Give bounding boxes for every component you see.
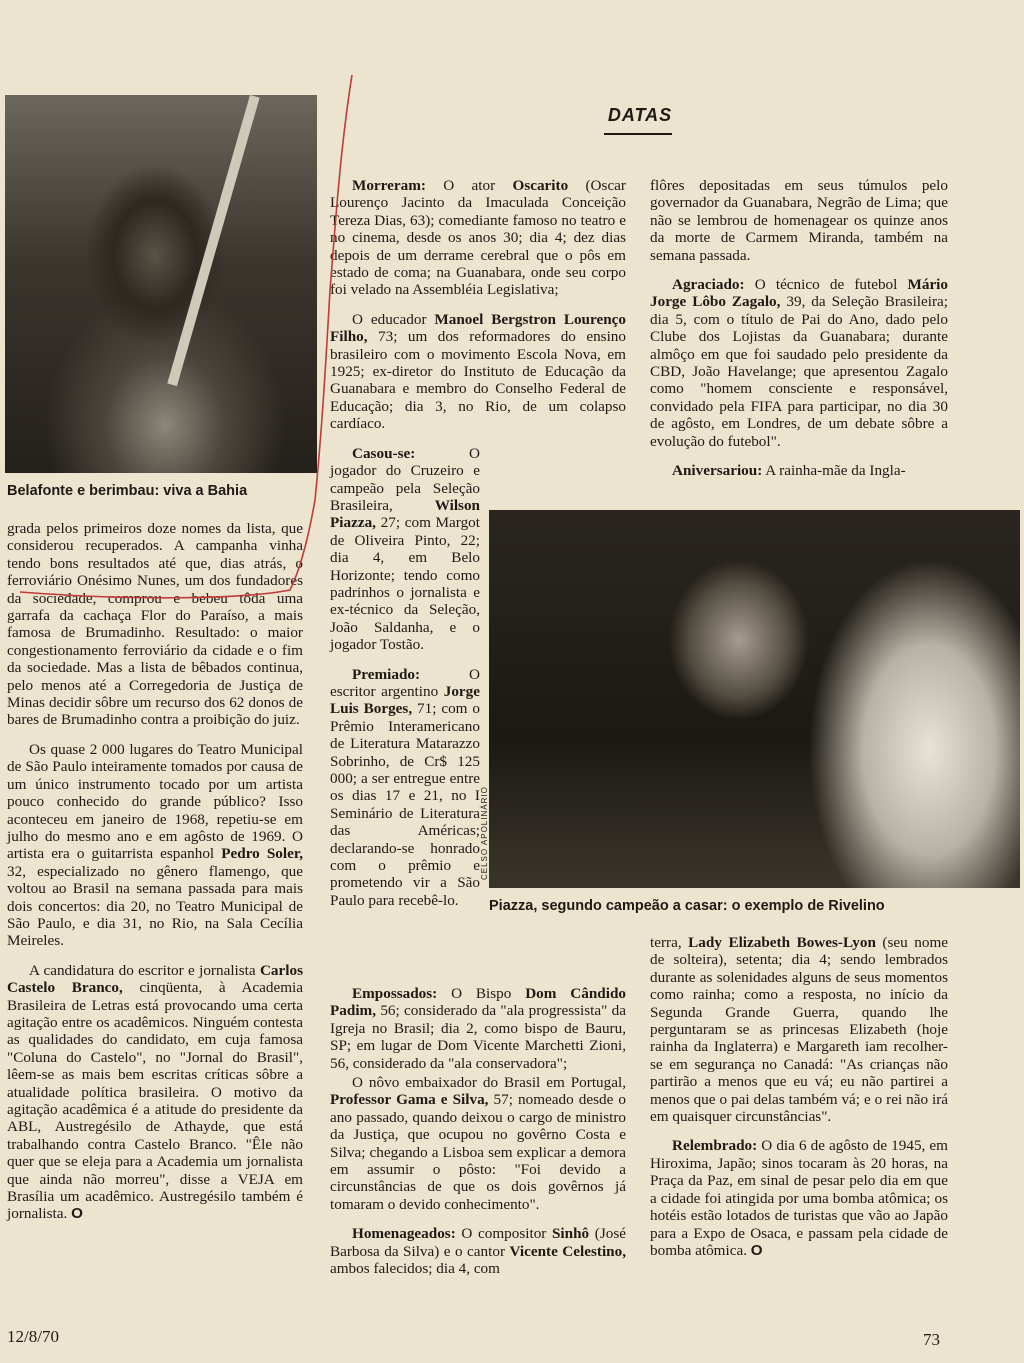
entry-premiado: Premiado: O escritor argentino Jorge Luis Borges, 71; com o Prêmio Interamericano de Literatura Matarazzo Sobrinho, de Cr$ 125 000; a ser entregue entre os dias 17 e 21, no I Seminário de Literatura das Américas; declarando-se honrado com o prêmio e prometendo vir a São Paulo para recebê-lo. — [330, 665, 480, 909]
person-name: Pedro Soler, — [221, 845, 303, 863]
left-paragraph-2: Os quase 2 000 lugares do Teatro Municipal de São Paulo inteiramente tomados por causa de um único instrumento tocado por um artista pouco conhecido do grande público? Isso aconteceu em janeiro de 1968, repetiu-se em julho do mesmo ano e em agôsto de 1969. O artista era o guitarrista espanhol Pedro Soler, 32, especializado no gênero flamengo, que voltou ao Brasil na semana passada para mais dois concertos: dia 20, no Teatro Municipal de São Paulo, e dia 31, no Rio, na Sala Cecília Meireles. — [7, 740, 303, 950]
section-title: DATAS — [607, 105, 673, 125]
end-mark: O — [71, 1205, 83, 1223]
entry-agraciado: Agraciado: O técnico de futebol Mário Jorge Lôbo Zagalo, 39, da Seleção Brasileira; dia 5, com o título de Pai do Ano, dado pelo Clube dos Lojistas da Guanabara; durante almôço em que foi saudado pelo presidente da CBD, João Havelange; que apresentou Zagalo como "homem consciente e responsável, convidado pela FIFA para participar, no dia 30 de agôsto, em Londres, de um debate sôbre a evolução do futebol". — [650, 276, 948, 450]
entry-aniversariou-continued: terra, Lady Elizabeth Bowes-Lyon (seu nome de solteira), setenta; dia 4; sendo lembrados durante as solenidades alguns de seus momentos como rainha; como a resposta, no início da Segunda Grande Guerra, quando lhe perguntaram se as princesas Elizabeth (hoje rainha da Inglaterra) e Margareth iam recolher-se em segurança no Canadá: "As crianças não partirão a menos que eu vá; eu não partirei a menos que o pai delas também vá; e o rei não irá em quaisquer circunstâncias". — [650, 934, 949, 1126]
end-mark: O — [750, 1241, 763, 1259]
left-paragraph-3: A candidatura do escritor e jornalista Carlos Castelo Branco, cinqüenta, à Academia Brasileira de Letras está provocando uma certa agitação entre os acadêmicos. Ninguém contesta as qualidades do candidato, em cuja famosa "Coluna do Castelo", no "Jornal do Brasil", lêem-se as mais bem escritas críticas sôbre a atualidade política brasileira. O motivo da agitação acadêmica é a atitude do presidente da ABL, Austregésilo de Athayde, que está trabalhando contra Castelo Branco. "Êle não quer que se eleja para a Academia um jornalista que ainda não morreu", disse a VEJA em Brasília um acadêmico. Austregésilo também é jornalista. O — [7, 961, 303, 1223]
entry-aniversariou: Aniversariou: A rainha-mãe da Ingla- — [672, 462, 906, 480]
entry-casou-se: Casou-se: O jogador do Cruzeiro e campeão pela Seleção Brasileira, Wilson Piazza, 27; com Margot de Oliveira Pinto, 22; dia 4, em Belo Horizonte; tendo como padrinhos o jornalista e ex-técnico da Seleção, João Saldanha, e o jogador Tostão. — [330, 444, 480, 654]
entry-flores: flôres depositadas em seus túmulos pelo governador da Guanabara, Negrão de Lima; que não se lembrou de homenagear os quinze anos da morte de Carmem Miranda, também na semana passada. — [650, 177, 948, 264]
entry-empossados: Empossados: O Bispo Dom Cândido Padim, 56; considerado da "ala progressista" da Igreja no Brasil; dia 2, como bispo de Bauru, SP; em lugar de Dom Vicente Marchetti Zioni, 56, considerado da "ala conservadora"; — [330, 985, 626, 1072]
wedding-photo-credit: CELSO APOLINÁRIO — [480, 786, 489, 880]
belafonte-photo-caption: Belafonte e berimbau: viva a Bahia — [7, 483, 248, 499]
left-paragraph-1: grada pelos primeiros doze nomes da lista, que considerou recuperados. A campanha vinha tendo bons resultados até que, dias atrás, o ferroviário Onésimo Nunes, um dos fundadores da sociedade, comprou e bebeu tôda uma garrafa da cachaça Flor do Paraíso, a mais famosa de Brumadinho. Resultado: o maior congestionamento ferroviário da cidade e o fim da sociedade. Mas a lista de bêbados continua, pelo menos até a Corregedoria de Justiça de Minas decidir sôbre um recurso dos 62 donos de bares de Brumadinho contra a proibição do juiz. — [7, 520, 303, 729]
entry-embaixador: O nôvo embaixador do Brasil em Portugal, Professor Gama e Silva, 57; nomeado desde o ano passado, quando deixou o cargo de ministro da Justiça, que ocupou no govêrno Costa e Silva; chegando a Lisboa sem explicar a demora em assumir o pôsto: "Foi devido a circunstâncias de que os dois govêrnos já tomaram o devido conhecimento". — [330, 1074, 626, 1213]
page-number: 73 — [923, 1330, 940, 1349]
entry-educador: O educador Manoel Bergstron Lourenço Filho, 73; um dos reformadores do ensino brasileiro com o movimento Escola Nova, em 1925; ex-diretor do Instituto de Educação da Guanabara e membro do Conselho Federal de Educação; dia 3, no Rio, de um colapso cardíaco. — [330, 310, 626, 433]
entry-homenageados: Homenageados: O compositor Sinhô (José Barbosa da Silva) e o cantor Vicente Celestino, ambos falecidos; dia 4, com — [330, 1225, 626, 1278]
wedding-photo-caption: Piazza, segundo campeão a casar: o exemplo de Rivelino — [489, 898, 885, 914]
entry-morreram: Morreram: O ator Oscarito (Oscar Lourenço Jacinto da Imaculada Conceição Tereza Dias, 63); comediante famoso no teatro e no cinema, desde os anos 30; dia 4; dez dias depois de um derrame cerebral que o pôs em estado de coma; na Guanabara, onde seu corpo foi velado na Assembléia Legislativa; — [330, 177, 626, 299]
person-name: Carlos Castelo Branco, — [7, 961, 303, 997]
issue-date: 12/8/70 — [7, 1327, 59, 1346]
entry-relembrado: Relembrado: O dia 6 de agôsto de 1945, em Hiroxima, Japão; sinos tocaram às 20 horas, na Praça da Paz, em sinal de pesar pelo dia em que a cidade foi atingida por uma bomba atômica; os hotéis estão lotados de turistas que vão ao Japão para a Expo de Osaca, e passam pela cidade de bomba atômica. O — [650, 1137, 948, 1259]
belafonte-photo-credit: TRIBUNA DA BAHIA — [305, 475, 314, 565]
